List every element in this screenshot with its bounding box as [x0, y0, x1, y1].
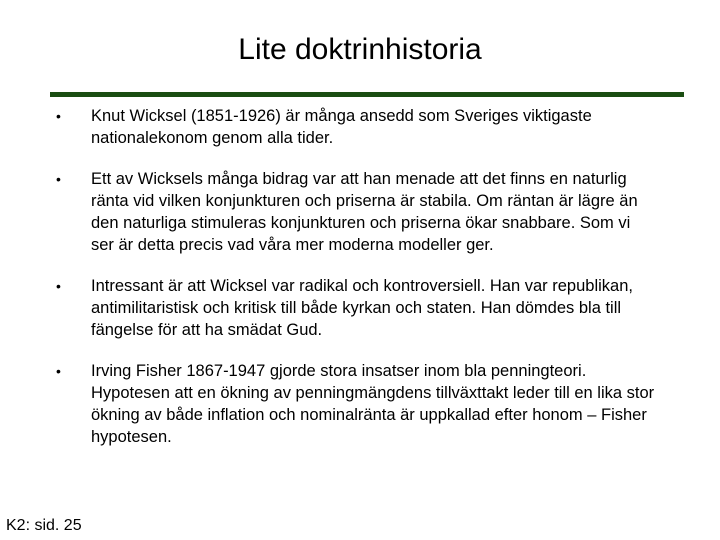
footer-reference: K2: sid. 25: [6, 517, 82, 534]
bullet-icon: •: [56, 278, 61, 294]
bullet-list: [56, 105, 656, 467]
bullet-text: Ett av Wicksels många bidrag var att han menade att det finns en naturlig ränta vid vilken konjunkturen och priserna är stabila. Om räntan är lägre än den naturliga stimuleras konjunkturen och priserna ökar snabbare. Som vi ser är detta precis vad våra mer moderna modeller ger.: [91, 170, 638, 254]
bullet-icon: •: [56, 171, 61, 187]
title-divider: [50, 92, 684, 97]
bullet-icon: •: [56, 108, 61, 124]
bullet-item: [56, 105, 656, 149]
bullet-text: Knut Wicksel (1851-1926) är många ansedd som Sveriges viktigaste nationalekonom genom alla tider.: [91, 107, 592, 147]
bullet-item: [56, 275, 656, 341]
slide-title: Lite doktrinhistoria: [238, 33, 482, 66]
bullet-text: Irving Fisher 1867-1947 gjorde stora insatser inom bla penningteori. Hypotesen att en ökning av penningmängdens tillväxttakt leder till en lika stor ökning av både inflation och nominalränta är uppkallad efter honom – Fisher hypotesen.: [91, 362, 655, 446]
bullet-text: Intressant är att Wicksel var radikal och kontroversiell. Han var republikan, antimilitaristisk och kritisk till både kyrkan och staten. Han dömdes bla till fängelse för att ha smädat Gud.: [91, 277, 633, 339]
bullet-item: [56, 360, 656, 448]
bullet-item: [56, 168, 656, 256]
bullet-icon: •: [56, 363, 61, 379]
